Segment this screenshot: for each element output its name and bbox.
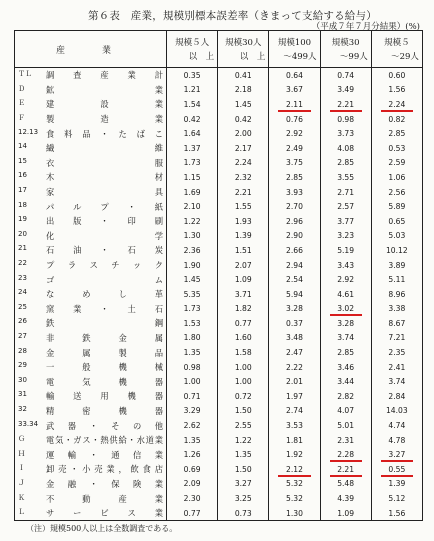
value-cell: 1.45 <box>167 272 218 287</box>
value-cell: 5.03 <box>371 229 422 244</box>
industry-name: 精密機器 <box>46 405 163 416</box>
value-cell: 5.32 <box>269 491 320 506</box>
industry-cell <box>15 316 167 331</box>
value-cell: 1.22 <box>167 214 218 229</box>
value-cell: 2.55 <box>218 418 269 433</box>
value-cell: 2.41 <box>371 360 422 375</box>
value-cell: 2.71 <box>320 185 371 200</box>
value-cell: 1.35 <box>167 345 218 360</box>
industry-cell <box>15 360 167 375</box>
header-col: 規模100 ～499人 <box>269 31 320 68</box>
value-cell: 8.67 <box>371 316 422 331</box>
value-cell: 3.74 <box>371 374 422 389</box>
value-cell: 2.36 <box>167 243 218 258</box>
table-row <box>15 360 423 375</box>
industry-cell <box>15 272 167 287</box>
value-cell: 3.38 <box>371 302 422 317</box>
value-cell: 0.73 <box>218 506 269 521</box>
value-cell: 2.84 <box>371 389 422 404</box>
value-cell: 2.85 <box>320 156 371 171</box>
industry-code: 19 <box>18 215 27 224</box>
industry-name: 電気・ガス・熱供給・水道業 <box>46 435 163 446</box>
industry-name: 非鉄金属 <box>46 332 163 343</box>
value-cell: 1.45 <box>218 97 269 112</box>
value-cell: 1.35 <box>218 447 269 462</box>
table-title: 第６表 産業，規模別標本誤差率（きまって支給する給与） <box>88 10 377 22</box>
industry-name: 石油・石炭 <box>46 245 163 256</box>
industry-cell <box>15 331 167 346</box>
industry-name: 食料品・たばこ <box>46 128 163 139</box>
value-cell: 5.89 <box>371 199 422 214</box>
industry-cell <box>15 243 167 258</box>
table-body <box>15 68 423 521</box>
value-cell: 2.82 <box>320 389 371 404</box>
value-cell: 3.29 <box>167 404 218 419</box>
value-cell: 8.96 <box>371 287 422 302</box>
table-row <box>15 185 423 200</box>
value-cell: 2.12 <box>269 462 320 477</box>
table-row <box>15 97 423 112</box>
value-cell: 1.51 <box>218 243 269 258</box>
industry-cell <box>15 185 167 200</box>
value-cell: 1.22 <box>218 433 269 448</box>
industry-name: パルプ・紙 <box>46 201 163 212</box>
value-cell: 3.43 <box>320 258 371 273</box>
table-row <box>15 389 423 404</box>
value-cell: 1.39 <box>218 229 269 244</box>
value-cell: 3.75 <box>269 156 320 171</box>
industry-code: Ｆ <box>18 114 25 123</box>
value-cell: 1.92 <box>269 447 320 462</box>
value-cell: 4.08 <box>320 141 371 156</box>
value-cell: 5.35 <box>167 287 218 302</box>
industry-code: Ｋ <box>18 493 25 502</box>
value-cell: 1.39 <box>371 477 422 492</box>
value-cell: 1.30 <box>167 229 218 244</box>
value-cell: 3.74 <box>320 331 371 346</box>
value-cell: 3.71 <box>218 287 269 302</box>
value-cell: 3.73 <box>320 126 371 141</box>
value-cell: 2.24 <box>218 156 269 171</box>
value-cell: 1.37 <box>167 141 218 156</box>
value-cell: 1.30 <box>269 506 320 521</box>
industry-name: 金属製品 <box>46 347 163 358</box>
value-cell: 2.56 <box>371 185 422 200</box>
industry-cell <box>15 477 167 492</box>
value-cell: 3.02 <box>320 302 371 317</box>
table-row <box>15 126 423 141</box>
table-row <box>15 433 423 448</box>
value-cell: 2.17 <box>218 141 269 156</box>
table-row <box>15 491 423 506</box>
industry-cell <box>15 141 167 156</box>
value-cell: 7.21 <box>371 331 422 346</box>
value-cell: 1.06 <box>371 170 422 185</box>
industry-name: 製造業 <box>46 114 163 125</box>
industry-code: 20 <box>18 229 27 238</box>
table-row <box>15 374 423 389</box>
industry-code: 25 <box>18 302 27 311</box>
industry-code: 21 <box>18 244 27 253</box>
table-row <box>15 229 423 244</box>
value-cell: 0.77 <box>167 506 218 521</box>
value-cell: 4.78 <box>371 433 422 448</box>
header-col: 規模５人 以 上 <box>167 31 218 68</box>
value-cell: 1.55 <box>218 199 269 214</box>
value-cell: 0.98 <box>167 360 218 375</box>
value-cell: 5.11 <box>371 272 422 287</box>
value-cell: 1.82 <box>218 302 269 317</box>
industry-cell <box>15 462 167 477</box>
value-cell: 0.41 <box>218 68 269 83</box>
value-cell: 1.64 <box>167 126 218 141</box>
value-cell: 1.58 <box>218 345 269 360</box>
value-cell: 0.77 <box>218 316 269 331</box>
value-cell: 5.01 <box>320 418 371 433</box>
value-cell: 2.94 <box>269 258 320 273</box>
header-col: 規模30人 以 上 <box>218 31 269 68</box>
industry-name: 繊維 <box>46 143 163 154</box>
value-cell: 5.32 <box>269 477 320 492</box>
industry-code: 31 <box>18 390 27 399</box>
value-cell: 3.27 <box>218 477 269 492</box>
industry-name: プラスチック <box>46 260 163 271</box>
value-cell: 2.18 <box>218 83 269 98</box>
value-cell: 2.92 <box>320 272 371 287</box>
industry-name: 運輸・通信業 <box>46 449 163 460</box>
table-row <box>15 477 423 492</box>
value-cell: 3.27 <box>371 447 422 462</box>
value-cell: 1.73 <box>167 302 218 317</box>
industry-code: Ｈ <box>18 449 25 458</box>
value-cell: 0.42 <box>167 112 218 127</box>
value-cell: 1.21 <box>167 83 218 98</box>
value-cell: 1.09 <box>218 272 269 287</box>
industry-cell <box>15 374 167 389</box>
value-cell: 0.69 <box>167 462 218 477</box>
value-cell: 1.50 <box>218 404 269 419</box>
value-cell: 2.49 <box>269 141 320 156</box>
value-cell: 3.93 <box>269 185 320 200</box>
industry-cell <box>15 433 167 448</box>
value-cell: 5.19 <box>320 243 371 258</box>
table-row <box>15 345 423 360</box>
value-cell: 1.35 <box>167 433 218 448</box>
value-cell: 2.54 <box>269 272 320 287</box>
value-cell: 1.97 <box>269 389 320 404</box>
industry-cell <box>15 229 167 244</box>
value-cell: 2.96 <box>269 214 320 229</box>
industry-cell <box>15 199 167 214</box>
value-cell: 1.69 <box>167 185 218 200</box>
value-cell: 1.09 <box>320 506 371 521</box>
industry-code: 23 <box>18 273 27 282</box>
industry-cell <box>15 389 167 404</box>
industry-name: 調査産業計 <box>46 70 163 81</box>
table-row <box>15 170 423 185</box>
value-cell: 3.77 <box>320 214 371 229</box>
industry-cell <box>15 404 167 419</box>
value-cell: 5.48 <box>320 477 371 492</box>
table-row <box>15 199 423 214</box>
industry-name: 家具 <box>46 187 163 198</box>
value-cell: 1.73 <box>167 156 218 171</box>
value-cell: 2.10 <box>167 199 218 214</box>
industry-name: 衣服 <box>46 157 163 168</box>
value-cell: 3.67 <box>269 83 320 98</box>
industry-cell <box>15 83 167 98</box>
value-cell: 5.12 <box>371 491 422 506</box>
header-row <box>15 31 423 68</box>
table-row <box>15 506 423 521</box>
industry-code: Ｇ <box>18 435 25 444</box>
industry-cell <box>15 302 167 317</box>
industry-name: 出版・印刷 <box>46 216 163 227</box>
industry-name: 建設業 <box>46 99 163 110</box>
industry-code: ＴＬ <box>18 70 32 79</box>
table-row <box>15 331 423 346</box>
industry-cell <box>15 491 167 506</box>
table-row <box>15 447 423 462</box>
value-cell: 2.24 <box>371 97 422 112</box>
value-cell: 1.56 <box>371 506 422 521</box>
value-cell: 0.98 <box>320 112 371 127</box>
value-cell: 2.21 <box>218 185 269 200</box>
industry-cell <box>15 345 167 360</box>
value-cell: 2.74 <box>269 404 320 419</box>
value-cell: 0.82 <box>371 112 422 127</box>
industry-cell <box>15 126 167 141</box>
table-row <box>15 243 423 258</box>
table-row <box>15 141 423 156</box>
industry-code: Ｌ <box>18 508 25 517</box>
value-cell: 1.53 <box>167 316 218 331</box>
value-cell: 3.44 <box>320 374 371 389</box>
value-cell: 0.71 <box>167 389 218 404</box>
industry-name: 金融・保険業 <box>46 478 163 489</box>
value-cell: 2.07 <box>218 258 269 273</box>
industry-name: 窯業・土石 <box>46 303 163 314</box>
value-cell: 2.85 <box>269 170 320 185</box>
value-cell: 3.53 <box>269 418 320 433</box>
table-row <box>15 68 423 83</box>
value-cell: 2.32 <box>218 170 269 185</box>
value-cell: 3.89 <box>371 258 422 273</box>
value-cell: 2.70 <box>269 199 320 214</box>
industry-name: サービス業 <box>46 508 163 519</box>
value-cell: 1.00 <box>218 360 269 375</box>
industry-code: 29 <box>18 361 27 370</box>
industry-code: 18 <box>18 200 27 209</box>
industry-code: 32 <box>18 404 27 413</box>
header-industry: 産 業 <box>15 31 167 68</box>
value-cell: 1.26 <box>167 447 218 462</box>
industry-cell <box>15 287 167 302</box>
industry-code: Ｄ <box>18 84 25 93</box>
value-cell: 2.92 <box>269 126 320 141</box>
industry-code: 22 <box>18 259 27 268</box>
value-cell: 1.81 <box>269 433 320 448</box>
industry-code: 17 <box>18 186 27 195</box>
value-cell: 2.85 <box>371 126 422 141</box>
value-cell: 1.15 <box>167 170 218 185</box>
industry-cell <box>15 418 167 433</box>
value-cell: 3.25 <box>218 491 269 506</box>
value-cell: 2.31 <box>320 433 371 448</box>
industry-cell <box>15 156 167 171</box>
value-cell: 2.35 <box>371 345 422 360</box>
value-cell: 2.00 <box>218 126 269 141</box>
table-row <box>15 316 423 331</box>
industry-cell <box>15 170 167 185</box>
industry-name: 鉱業 <box>46 84 163 95</box>
industry-code: 33.34 <box>18 419 39 428</box>
table-row <box>15 287 423 302</box>
value-cell: 2.21 <box>320 97 371 112</box>
value-cell: 0.42 <box>218 112 269 127</box>
industry-cell <box>15 68 167 83</box>
value-cell: 2.22 <box>269 360 320 375</box>
industry-name: 一般機械 <box>46 362 163 373</box>
industry-code: Ｅ <box>18 99 25 108</box>
industry-code: 30 <box>18 375 27 384</box>
table-row <box>15 462 423 477</box>
industry-cell <box>15 447 167 462</box>
value-cell: 2.11 <box>269 97 320 112</box>
value-cell: 4.61 <box>320 287 371 302</box>
value-cell: 2.62 <box>167 418 218 433</box>
value-cell: 2.57 <box>320 199 371 214</box>
industry-code: 14 <box>18 142 27 151</box>
industry-name: 不動産業 <box>46 493 163 504</box>
industry-cell <box>15 112 167 127</box>
value-cell: 4.39 <box>320 491 371 506</box>
value-cell: 3.28 <box>269 302 320 317</box>
value-cell: 0.72 <box>218 389 269 404</box>
value-cell: 0.35 <box>167 68 218 83</box>
industry-name: 木材 <box>46 172 163 183</box>
footnote: （注）規模500人以上は全数調査である。 <box>26 524 178 533</box>
industry-code: 12.13 <box>18 127 39 136</box>
industry-name: 電気機器 <box>46 376 163 387</box>
table-row <box>15 112 423 127</box>
industry-code: 24 <box>18 288 27 297</box>
industry-cell <box>15 506 167 521</box>
value-cell: 10.12 <box>371 243 422 258</box>
industry-cell <box>15 97 167 112</box>
value-cell: 14.03 <box>371 404 422 419</box>
table-row <box>15 258 423 273</box>
industry-name: ゴム <box>46 274 163 285</box>
industry-name: 卸売・小売業，飲食店 <box>46 464 163 475</box>
industry-name: 武器・その他 <box>46 420 163 431</box>
industry-code: 27 <box>18 331 27 340</box>
value-cell: 2.21 <box>320 462 371 477</box>
value-cell: 1.00 <box>218 374 269 389</box>
value-cell: 1.90 <box>167 258 218 273</box>
value-cell: 2.47 <box>269 345 320 360</box>
error-rate-table <box>14 30 423 521</box>
value-cell: 1.00 <box>167 374 218 389</box>
industry-cell <box>15 214 167 229</box>
value-cell: 3.48 <box>269 331 320 346</box>
industry-code: 28 <box>18 346 27 355</box>
value-cell: 2.66 <box>269 243 320 258</box>
industry-code: 26 <box>18 317 27 326</box>
industry-cell <box>15 258 167 273</box>
value-cell: 1.50 <box>218 462 269 477</box>
table-row <box>15 156 423 171</box>
value-cell: 0.60 <box>371 68 422 83</box>
value-cell: 3.55 <box>320 170 371 185</box>
value-cell: 1.60 <box>218 331 269 346</box>
value-cell: 1.80 <box>167 331 218 346</box>
table-row <box>15 272 423 287</box>
table-row <box>15 404 423 419</box>
table-row <box>15 302 423 317</box>
value-cell: 5.94 <box>269 287 320 302</box>
table-row <box>15 83 423 98</box>
header-col: 規模30 ～99人 <box>320 31 371 68</box>
value-cell: 1.56 <box>371 83 422 98</box>
value-cell: 3.49 <box>320 83 371 98</box>
value-cell: 2.01 <box>269 374 320 389</box>
value-cell: 2.30 <box>167 491 218 506</box>
value-cell: 2.09 <box>167 477 218 492</box>
value-cell: 2.59 <box>371 156 422 171</box>
value-cell: 0.74 <box>320 68 371 83</box>
value-cell: 2.28 <box>320 447 371 462</box>
value-cell: 0.76 <box>269 112 320 127</box>
industry-name: 鉄鋼 <box>46 318 163 329</box>
value-cell: 4.07 <box>320 404 371 419</box>
value-cell: 3.28 <box>320 316 371 331</box>
table-subtitle: （平成７年７月分結果）(%) <box>311 22 420 32</box>
value-cell: 1.54 <box>167 97 218 112</box>
value-cell: 3.23 <box>320 229 371 244</box>
table-row <box>15 418 423 433</box>
value-cell: 2.85 <box>320 345 371 360</box>
value-cell: 0.37 <box>269 316 320 331</box>
industry-code: Ｊ <box>18 478 25 487</box>
industry-name: 輸送用機器 <box>46 391 163 402</box>
table-row <box>15 214 423 229</box>
value-cell: 3.46 <box>320 360 371 375</box>
value-cell: 0.64 <box>269 68 320 83</box>
industry-name: なめし革 <box>46 289 163 300</box>
header-col: 規模５ ～29人 <box>371 31 422 68</box>
value-cell: 4.74 <box>371 418 422 433</box>
value-cell: 0.55 <box>371 462 422 477</box>
industry-code: 15 <box>18 156 27 165</box>
value-cell: 0.65 <box>371 214 422 229</box>
industry-code: Ｉ <box>18 464 25 473</box>
value-cell: 1.93 <box>218 214 269 229</box>
industry-code: 16 <box>18 171 27 180</box>
value-cell: 2.90 <box>269 229 320 244</box>
industry-name: 化学 <box>46 230 163 241</box>
value-cell: 0.53 <box>371 141 422 156</box>
